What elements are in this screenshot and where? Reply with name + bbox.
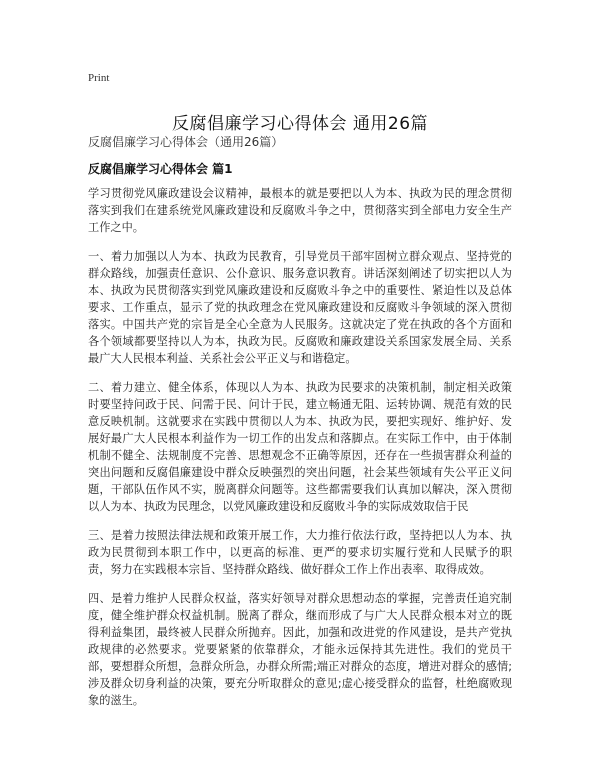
- paragraph-point-3: 三、是着力按照法律法规和政策开展工作，大力推行依法行政，坚持把以人为本、执政为民贯彻到本职工作中，以更高的标准、更严的要求切实履行党和人民赋予的职责，努力在实践根本宗旨、坚持群众路线、做好群众工作上作出表率、取得成效。: [88, 529, 512, 576]
- page-title: 反腐倡廉学习心得体会 通用26篇: [171, 114, 429, 135]
- print-link[interactable]: Print: [88, 72, 110, 84]
- document-subtitle: 反腐倡廉学习心得体会（通用26篇）: [88, 135, 284, 149]
- paragraph-intro: 学习贯彻党风廉政建设会议精神，最根本的就是要把以人为本、执政为民的理念贯彻落实到我们在建系统党风廉政建设和反腐败斗争之中，贯彻落实到全部电力安全生产工作之中。: [88, 187, 512, 234]
- paragraph-point-4: 四、是着力维护人民群众权益，落实好领导对群众思想动态的掌握，完善责任追究制度，健全维护群众权益机制。脱离了群众，继而形成了与广大人民群众根本对立的既得利益集团，最终被人民群众所抛弃。因此，加强和改进党的作风建设，是共产党执政规律的必然要求。党要紧紧的依靠群众，才能永远保持其先进性。我们的党员干部，要想群众所想，急群众所急，办群众所需;端正对群众的态度，增进对群众的感情;涉及群众切身利益的决策，要充分听取群众的意见;虚心接受群众的监督，杜绝腐败现象的滋生。: [88, 592, 512, 707]
- article-body: [88, 185, 512, 721]
- paragraph-point-2: 二、着力建立、健全体系，体现以人为本、执政为民要求的决策机制，制定相关政策时要坚持问政于民、问需于民、问计于民，建立畅通无阻、运转协调、规范有效的民意反映机制。这就要求在实践中贯彻以人为本、执政为民，要把实现好、维护好、发展好最广大人民根本利益作为一切工作的出发点和落脚点。在实际工作中，由于体制机制不健全、法规制度不完善、思想观念不正确等原因，还存在一些损害群众利益的突出问题和反腐倡廉建设中群众反映强烈的突出问题，社会某些领域有失公平正义问题，干部队伍作风不实，脱离群众问题等。这些都需要我们认真加以解决，深入贯彻以人为本、执政为民理念，以党风廉政建设和反腐败斗争的实际成效取信于民: [88, 381, 512, 513]
- paragraph-point-1: 一、着力加强以人为本、执政为民教育，引导党员干部牢固树立群众观点、坚持党的群众路线，加强责任意识、公仆意识、服务意识教育。讲话深刻阐述了切实把以人为本、执政为民贯彻落实到党风廉政建设和反腐败斗争之中的重要性、紧迫性以及总体要求、工作重点，显示了党的执政理念在党风廉政建设和反腐败斗争领域的深入贯彻落实。中国共产党的宗旨是全心全意为人民服务。这就决定了党在执政的各个方面和各个领域都要坚持以人为本，执政为民。反腐败和廉政建设关系国家发展全局、关系最广大人民根本利益、关系社会公平正义与和谐稳定。: [88, 250, 512, 365]
- section-heading: 反腐倡廉学习心得体会 篇1: [88, 162, 233, 176]
